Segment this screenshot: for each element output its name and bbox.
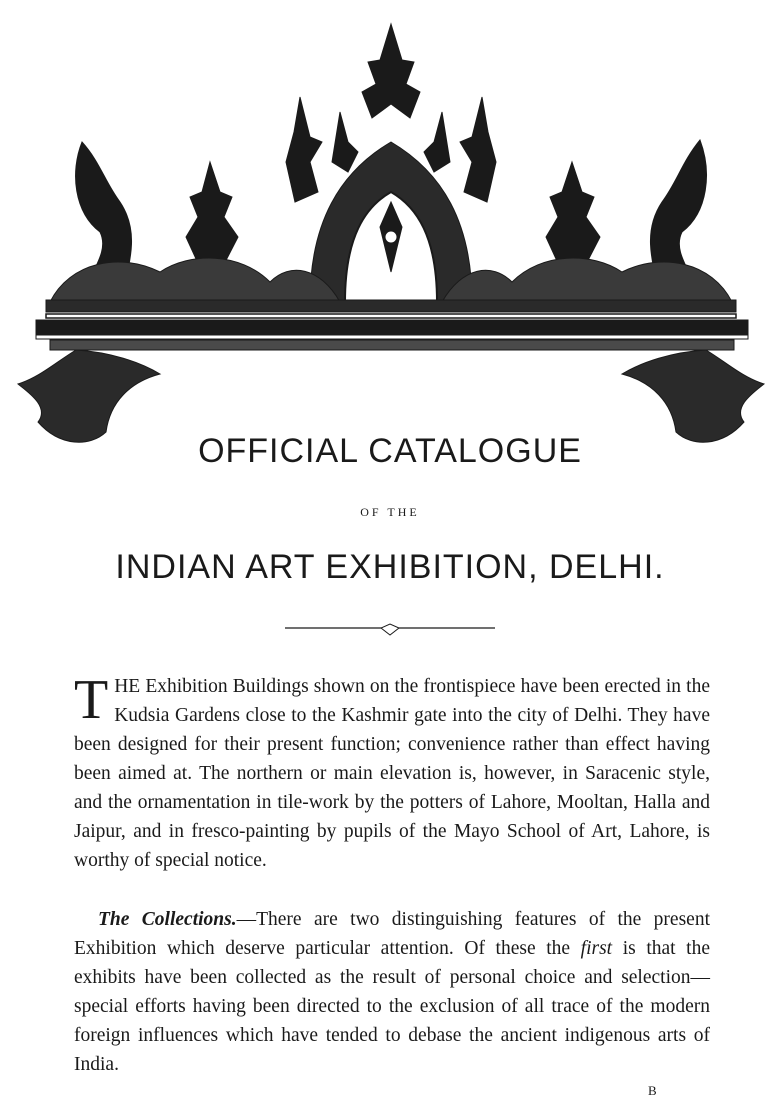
paragraph-exhibition-buildings: [74, 669, 710, 875]
run-in-heading: The Collections.: [98, 909, 237, 930]
paragraph-collections: [74, 905, 710, 1079]
title-indian-art-exhibition: INDIAN ART EXHIBITION, DELHI.: [115, 548, 665, 586]
ornamental-rule-icon: [285, 622, 495, 636]
paragraph-2-italic-word: first: [580, 938, 613, 959]
paragraph-2-text-b: is that the exhibits have been collected as the result of personal choice and selection—special efforts having been directed to the exclusion of all trace of the modern foreign influences which have tended to debase the ancient indigenous arts of India.: [74, 938, 710, 1075]
paragraph-1-text: HE Exhibition Buildings shown on the frontispiece have been erected in the Kudsia Gardens close to the Kashmir gate into the city of Delhi. They have been designed for their present function; convenience rather than effect having been aimed at. The northern or main elevation is, however, in Saracenic style, and the ornamentation in tile-work by the potters of Lahore, Mooltan, Halla and Jaipur, and in fresco-painting by pupils of the Mayo School of Art, Lahore, is worthy of special notice.: [74, 676, 710, 871]
title-connector: OF THE: [360, 505, 420, 519]
drop-cap: T: [74, 669, 109, 731]
paragraph-2-text-a: —There are two distinguishing features of the present Exhibition which deserve particular attention. Of these the: [74, 909, 710, 959]
ornamental-canopy-icon: [10, 22, 772, 454]
title-official-catalogue: OFFICIAL CATALOGUE: [198, 432, 582, 470]
signature-mark: B: [648, 1083, 657, 1098]
